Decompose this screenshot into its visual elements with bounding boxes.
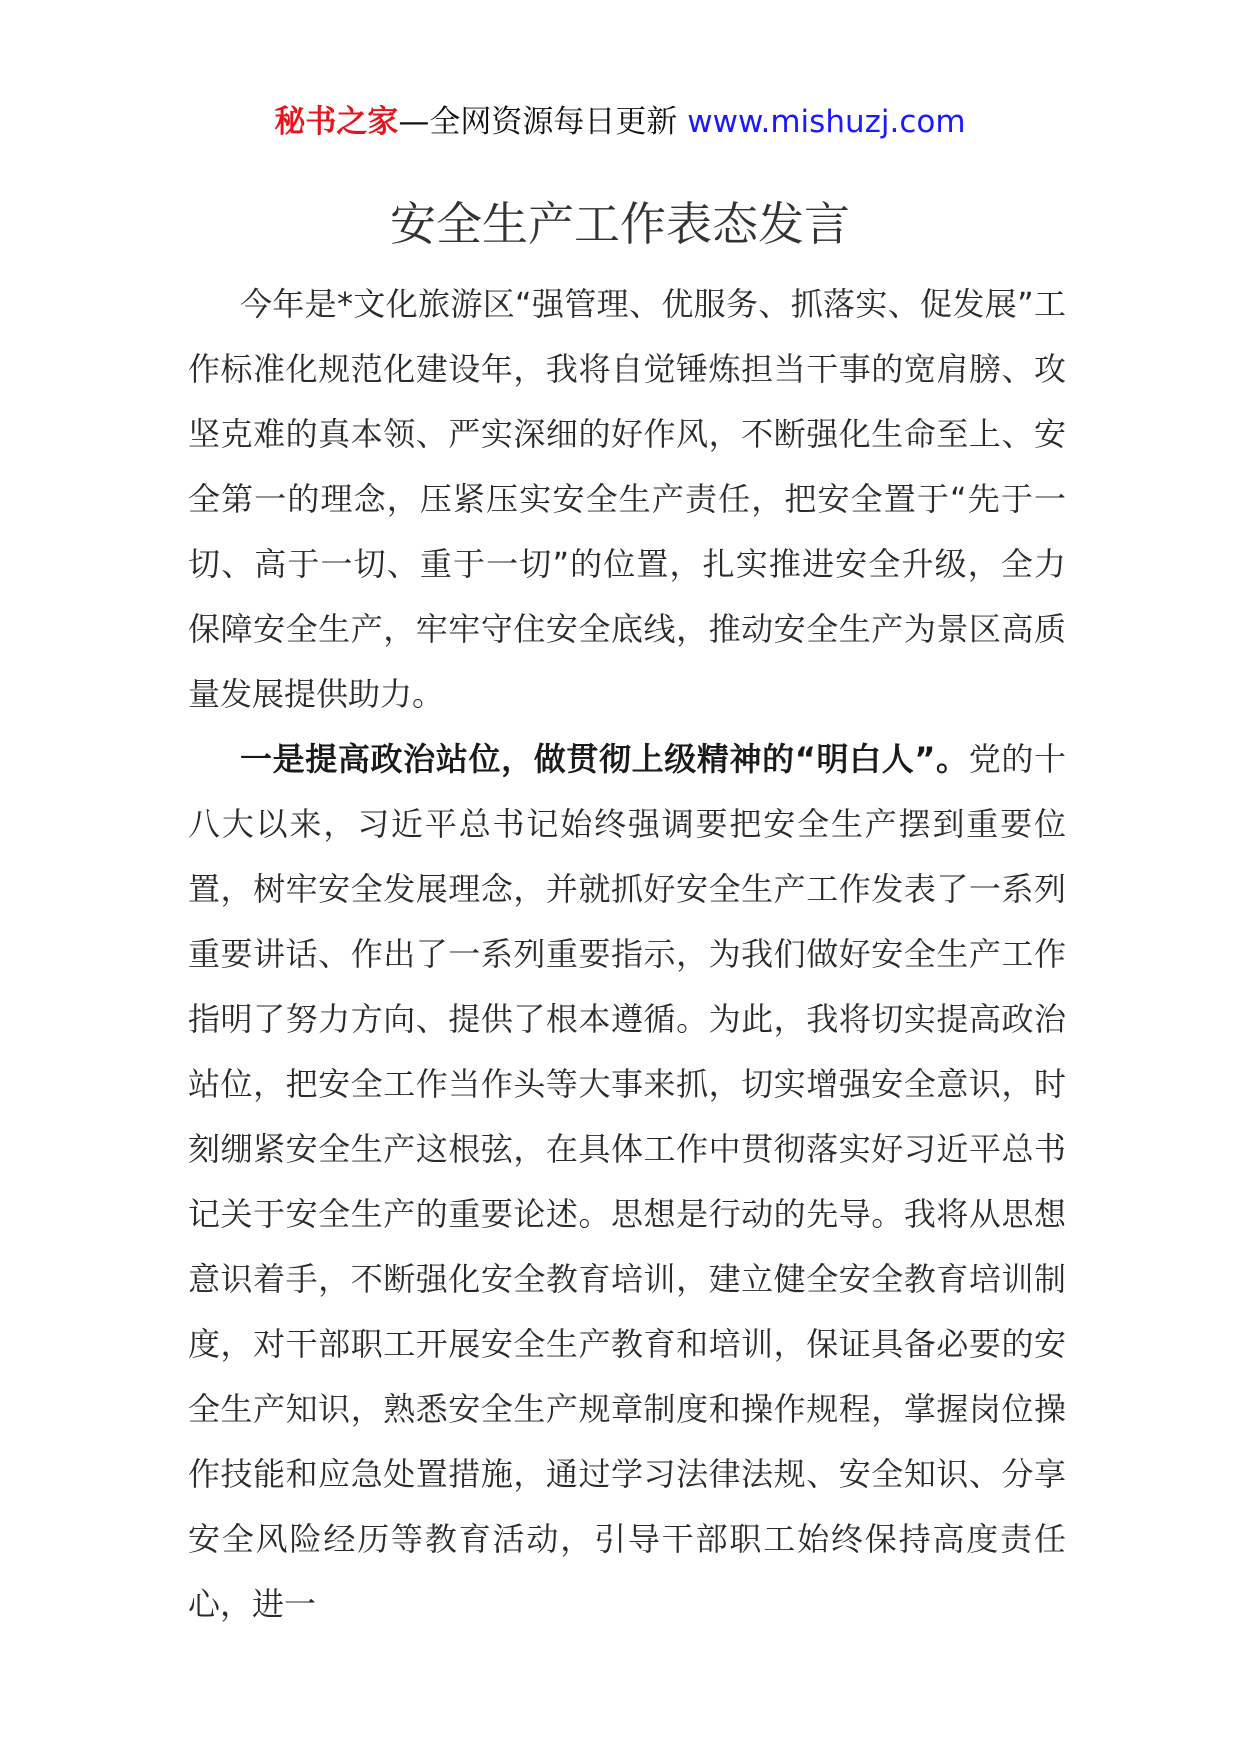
- site-slogan: —全网资源每日更新: [398, 104, 688, 140]
- document-title: 安全生产工作表态发言: [390, 197, 850, 251]
- document-body: [188, 272, 1066, 1637]
- paragraph-heading: 一是提高政治站位，做贯彻上级精神的“明白人”。: [240, 740, 969, 778]
- site-url-link[interactable]: www.mishuzj.com: [687, 104, 966, 140]
- paragraph-point-one: [188, 727, 1066, 1637]
- site-header: [0, 100, 1240, 144]
- paragraph-intro: 今年是*文化旅游区“强管理、优服务、抓落实、促发展”工作标准化规范化建设年，我将自觉锤炼担当干事的宽肩膀、攻坚克难的真本领、严实深细的好作风，不断强化生命至上、安全第一的理念，压紧压实安全生产责任，把安全置于“先于一切、高于一切、重于一切”的位置，扎实推进安全升级，全力保障安全生产，牢牢守住安全底线，推动安全生产为景区高质量发展提供助力。: [188, 285, 1066, 713]
- paragraph-text: 党的十八大以来，习近平总书记始终强调要把安全生产摆到重要位置，树牢安全发展理念，并就抓好安全生产工作发表了一系列重要讲话、作出了一系列重要指示，为我们做好安全生产工作指明了努力方向、提供了根本遵循。为此，我将切实提高政治站位，把安全工作当作头等大事来抓，切实增强安全意识，时刻绷紧安全生产这根弦，在具体工作中贯彻落实好习近平总书记关于安全生产的重要论述。思想是行动的先导。我将从思想意识着手，不断强化安全教育培训，建立健全安全教育培训制度，对干部职工开展安全生产教育和培训，保证具备必要的安全生产知识，熟悉安全生产规章制度和操作规程，掌握岗位操作技能和应急处置措施，通过学习法律法规、安全知识、分享安全风险经历等教育活动，引导干部职工始终保持高度责任心，进一: [188, 740, 1066, 1623]
- brand-name: 秘书之家: [274, 104, 399, 140]
